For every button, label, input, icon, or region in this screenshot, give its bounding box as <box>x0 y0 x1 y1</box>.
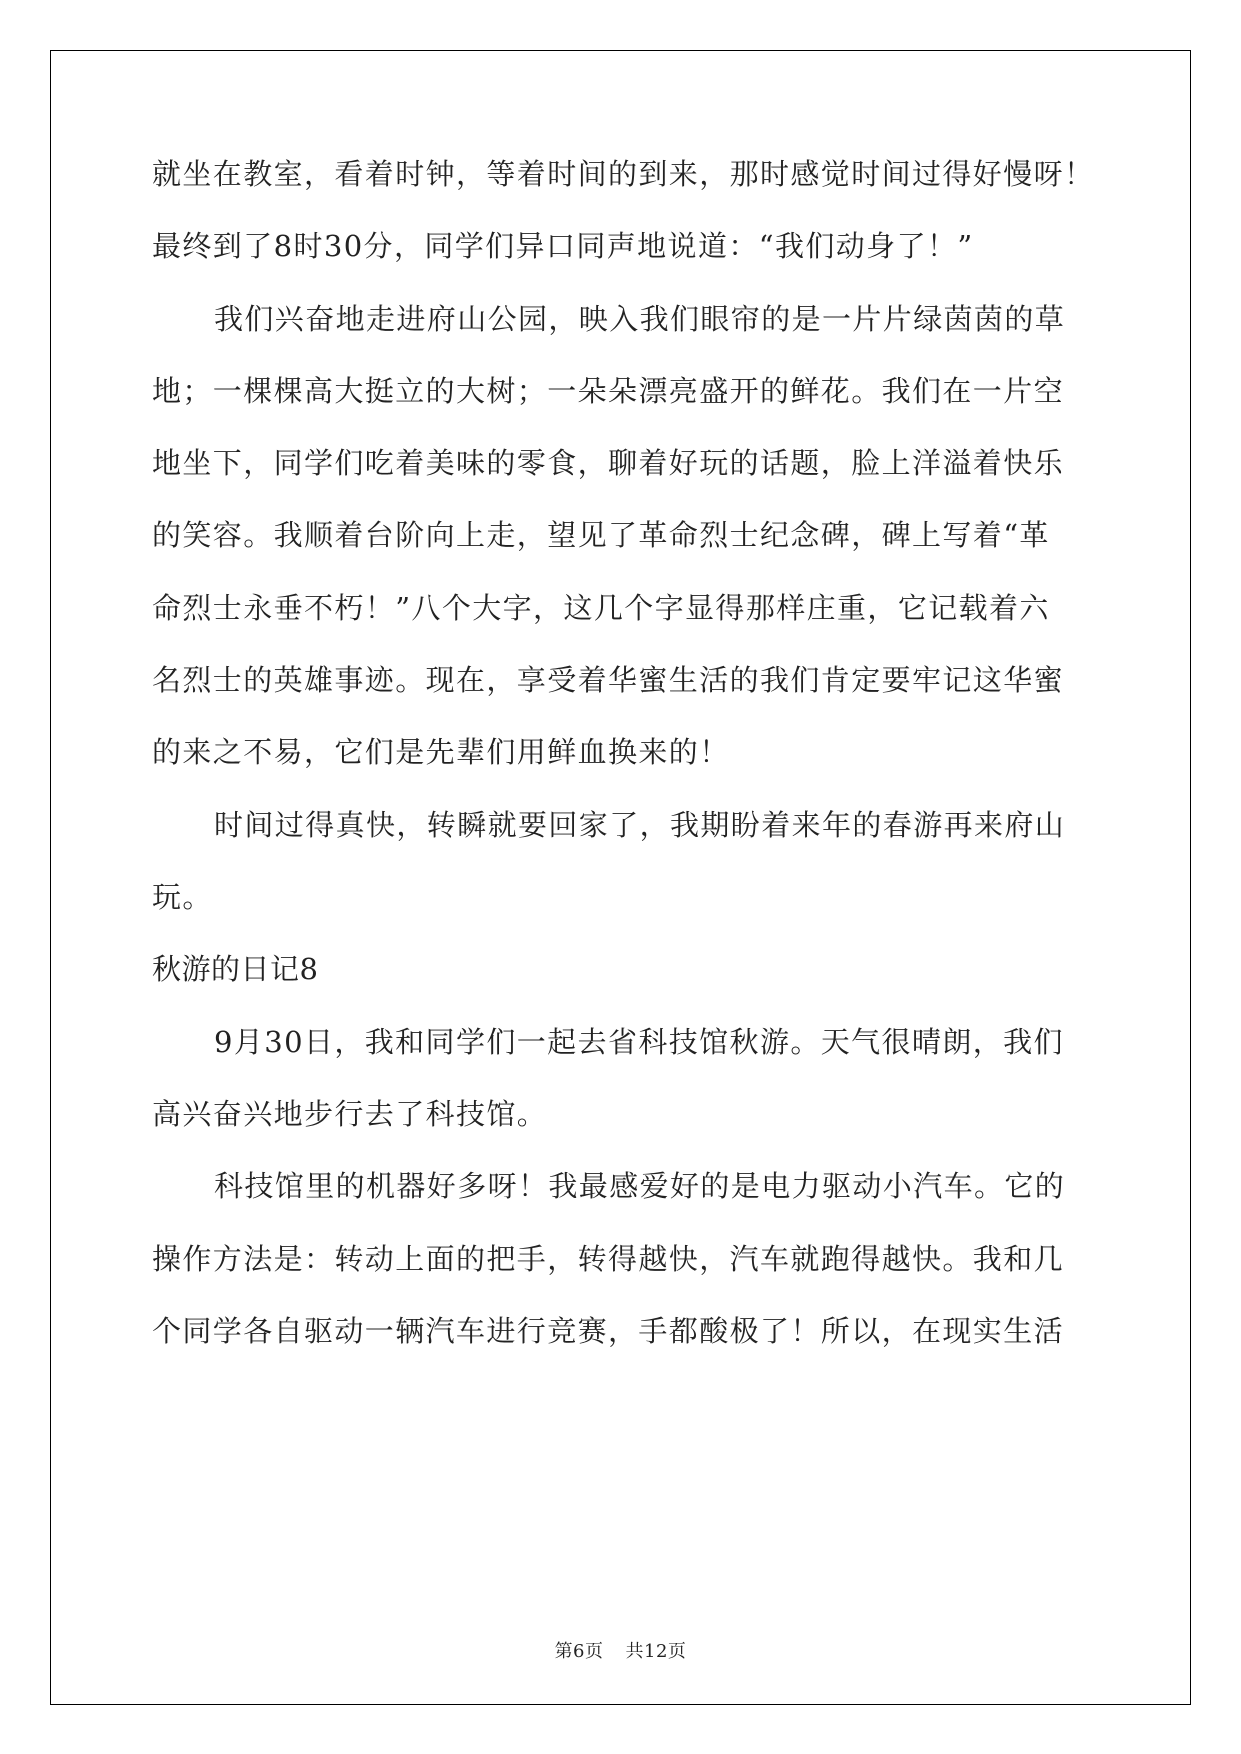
page-footer <box>0 1637 1241 1663</box>
body-line: 名烈士的英雄事迹。现在，享受着华蜜生活的我们肯定要牢记这华蜜 <box>152 663 1065 697</box>
page-border <box>50 50 1191 1705</box>
page-total: 共12页 <box>625 1641 687 1662</box>
body-line: 最终到了8时30分，同学们异口同声地说道：“我们动身了！” <box>152 229 974 263</box>
body-line: 地；一棵棵高大挺立的大树；一朵朵漂亮盛开的鲜花。我们在一片空 <box>152 374 1065 408</box>
body-line: 科技馆里的机器好多呀！我最感爱好的是电力驱动小汽车。它的 <box>214 1169 1066 1203</box>
body-line: 个同学各自驱动一辆汽车进行竞赛，手都酸极了！所以，在现实生活 <box>152 1314 1065 1348</box>
body-line: 的笑容。我顺着台阶向上走，望见了革命烈士纪念碑，碑上写着“革 <box>152 518 1050 552</box>
body-line: 我们兴奋地走进府山公园，映入我们眼帘的是一片片绿茵茵的草 <box>214 302 1066 336</box>
section-heading: 秋游的日记8 <box>152 952 319 986</box>
body-line: 9月30日，我和同学们一起去省科技馆秋游。天气很晴朗，我们 <box>214 1025 1064 1059</box>
body-line: 操作方法是：转动上面的把手，转得越快，汽车就跑得越快。我和几 <box>152 1242 1065 1276</box>
body-line: 的来之不易，它们是先辈们用鲜血换来的！ <box>152 735 730 769</box>
page-number: 第6页 <box>554 1641 604 1662</box>
body-line: 地坐下，同学们吃着美味的零食，聊着好玩的话题，脸上洋溢着快乐 <box>152 446 1065 480</box>
body-line: 就坐在教室，看着时钟，等着时间的到来，那时感觉时间过得好慢呀！ <box>152 157 1095 191</box>
body-line: 时间过得真快，转瞬就要回家了，我期盼着来年的春游再来府山 <box>214 808 1066 842</box>
body-line: 命烈士永垂不朽！”八个大字，这几个字显得那样庄重，它记载着六 <box>152 591 1050 625</box>
body-line: 高兴奋兴地步行去了科技馆。 <box>152 1097 548 1131</box>
body-line: 玩。 <box>152 880 213 914</box>
